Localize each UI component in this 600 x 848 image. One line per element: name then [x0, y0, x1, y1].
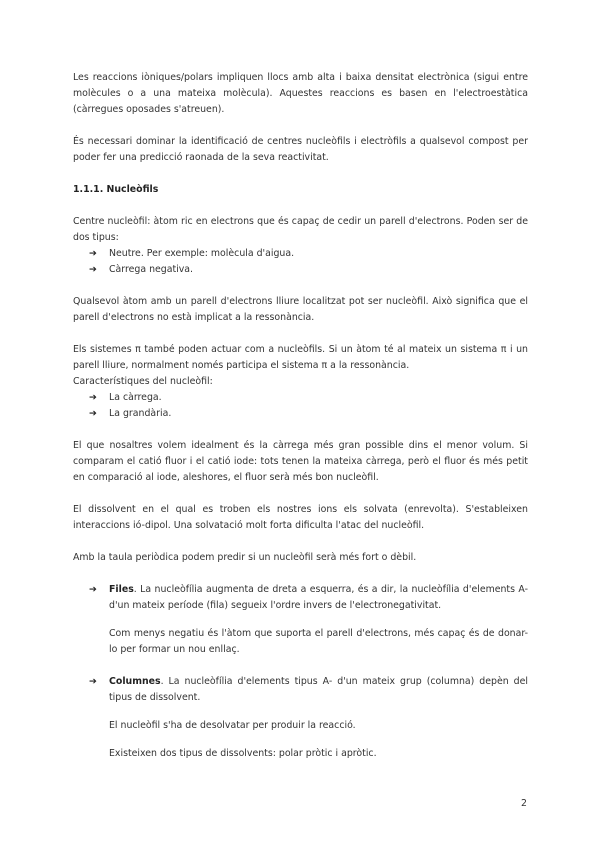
- files-text: . La nucleòfília augmenta de dreta a esquerra, és a dir, la nucleòfília d'elements A- d'un mateix període (fila) segueix l'ordre invers de l'electronegativitat.: [109, 584, 528, 611]
- list-item-text: La grandària.: [109, 408, 172, 419]
- arrow-bullet-icon: ➔: [89, 392, 97, 403]
- paragraph-periodic-table: Amb la taula periòdica podem predir si un nucleòfil serà més fort o dèbil.: [73, 552, 417, 563]
- list-item-columnes: [89, 674, 528, 706]
- paragraph-charge-volume: El que nosaltres volem idealment és la càrrega més gran possible dins el menor volum. Si comparam el catió fluor i el catió iode: tots tenen la mateixa càrrega, però el fluor és més petit en comparació al iode, aleshores, el fluor serà més bon nucleòfil.: [73, 440, 528, 483]
- list-item-text: Neutre. Per exemple: molècula d'aigua.: [109, 248, 295, 259]
- paragraph-columnes-note-solvents: Existeixen dos tipus de dissolvents: polar pròtic i apròtic.: [109, 748, 377, 759]
- paragraph-characteristics-label: Característiques del nucleòfil:: [73, 376, 213, 387]
- list-nucleophile-types: [73, 246, 528, 278]
- list-item: [89, 406, 528, 422]
- list-item: [89, 246, 528, 262]
- arrow-bullet-icon: ➔: [89, 584, 97, 595]
- arrow-bullet-icon: ➔: [89, 676, 97, 687]
- list-periodic-trends: [73, 582, 528, 614]
- list-item: [89, 262, 528, 278]
- paragraph-solvation: El dissolvent en el qual es troben els nostres ions els solvata (enrevolta). S'estableixen interaccions ió-dipol. Una solvatació molt forta dificulta l'atac del nucleòfil.: [73, 504, 528, 531]
- document-body: [73, 70, 528, 762]
- list-item-text: Càrrega negativa.: [109, 264, 194, 275]
- list-item-text: La càrrega.: [109, 392, 162, 403]
- list-periodic-trends-columns: [73, 674, 528, 706]
- arrow-bullet-icon: ➔: [89, 248, 97, 259]
- list-item-files: [89, 582, 528, 614]
- columnes-title: Columnes: [109, 676, 161, 687]
- arrow-bullet-icon: ➔: [89, 408, 97, 419]
- paragraph-columnes-note-desolvate: El nucleòfil s'ha de desolvatar per produir la reacció.: [109, 720, 356, 731]
- paragraph-identification: És necessari dominar la identificació de centres nucleòfils i electròfils a qualsevol compost per poder fer una predicció raonada de la seva reactivitat.: [73, 136, 528, 163]
- paragraph-files-note: Com menys negatiu és l'àtom que suporta el parell d'electrons, més capaç és de donar-lo per formar un nou enllaç.: [109, 628, 528, 655]
- section-heading-nucleophiles: 1.1.1. Nucleòfils: [73, 184, 159, 195]
- paragraph-nucleophile-center: Centre nucleòfil: àtom ric en electrons que és capaç de cedir un parell d'electrons. Poden ser de dos tipus:: [73, 216, 528, 243]
- columnes-text: . La nucleòfília d'elements tipus A- d'un mateix grup (columna) depèn del tipus de dissolvent.: [109, 676, 528, 703]
- paragraph-pi-systems: Els sistemes π també poden actuar com a nucleòfils. Si un àtom té al mateix un sistema π i un parell lliure, normalment només participa el sistema π a la ressonància.: [73, 344, 528, 371]
- list-item: [89, 390, 528, 406]
- list-nucleophile-characteristics: [73, 390, 528, 422]
- files-title: Files: [109, 584, 134, 595]
- paragraph-free-pair: Qualsevol àtom amb un parell d'electrons lliure localitzat pot ser nucleòfil. Això significa que el parell d'electrons no està implicat a la ressonància.: [73, 296, 528, 323]
- paragraph-ionic-reactions: Les reaccions iòniques/polars impliquen llocs amb alta i baixa densitat electrònica (sigui entre molècules o a una mateixa molècula). Aquestes reaccions es basen en l'electroestàtica (càrregues oposades s'atreuen).: [73, 72, 528, 115]
- page-number: 2: [521, 798, 527, 809]
- arrow-bullet-icon: ➔: [89, 264, 97, 275]
